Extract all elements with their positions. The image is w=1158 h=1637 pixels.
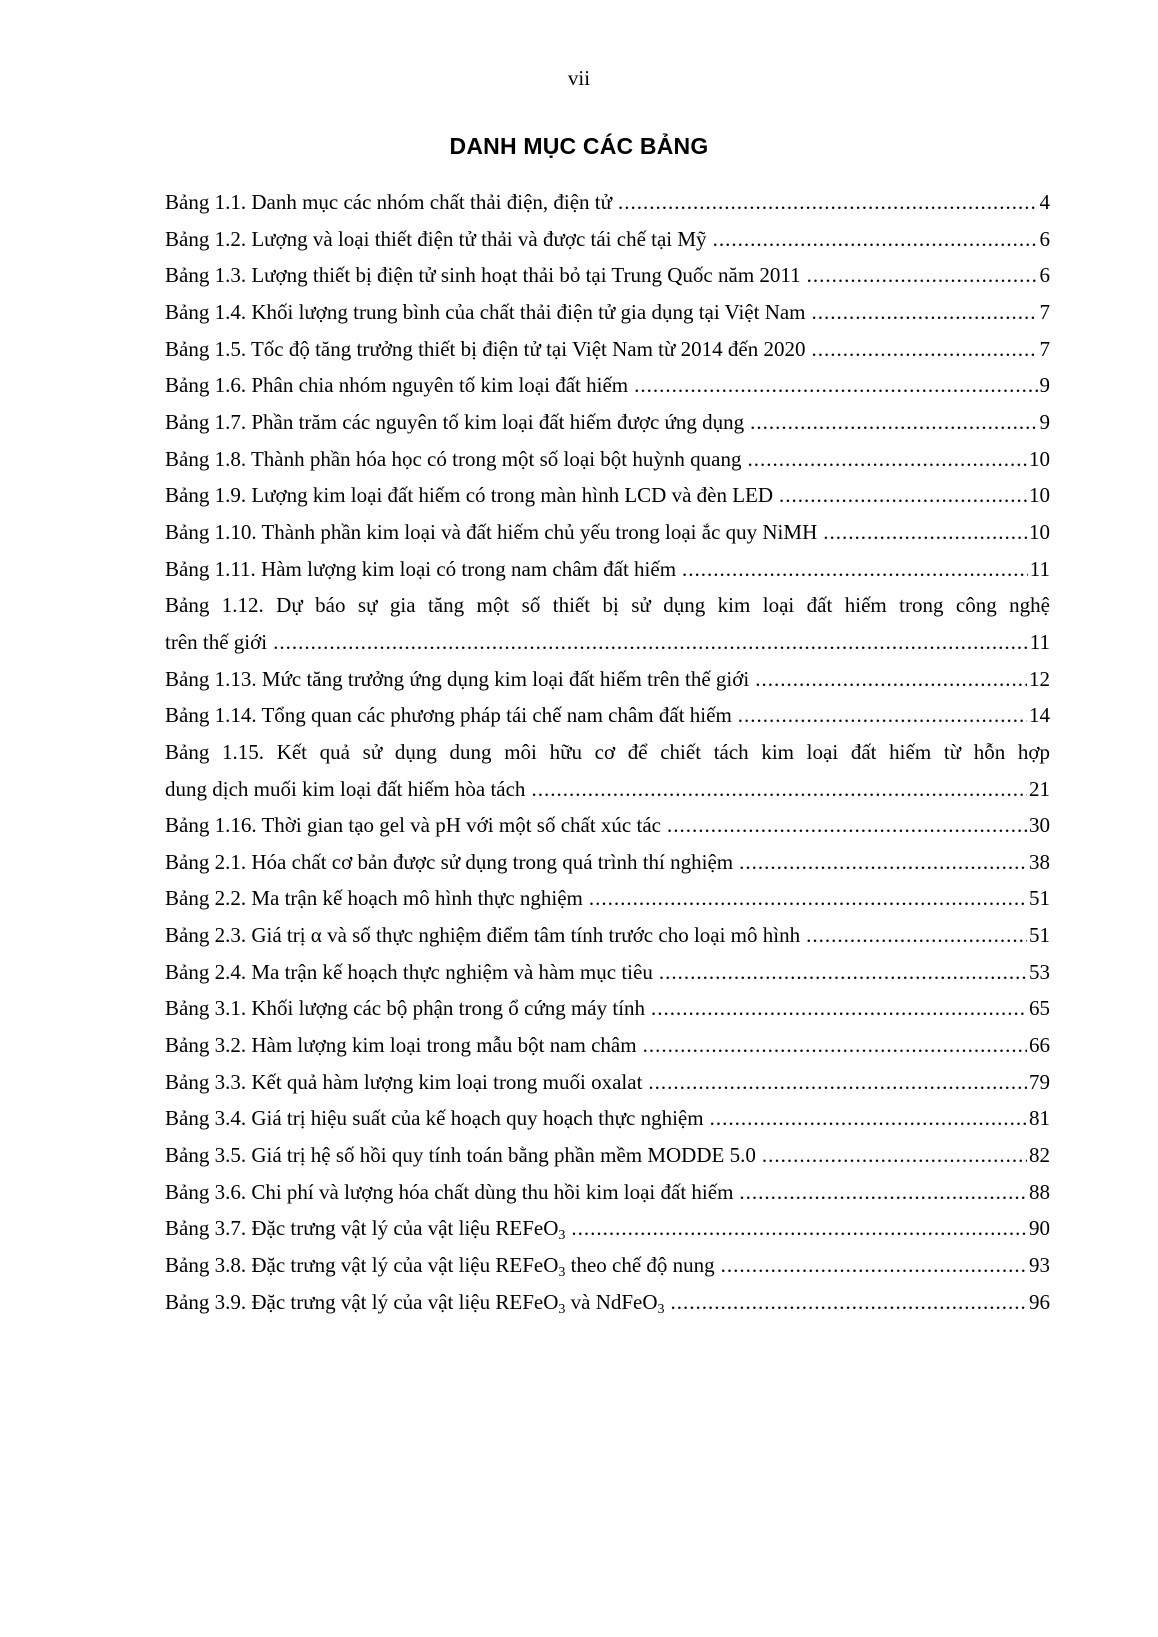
toc-entry-page: 65 bbox=[1029, 996, 1050, 1021]
toc-entry-page: 96 bbox=[1029, 1289, 1050, 1314]
dot-leader bbox=[682, 551, 1028, 588]
toc-entry-title: Bảng 2.1. Hóa chất cơ bản được sử dụng trong quá trình thí nghiệm bbox=[165, 849, 734, 874]
toc-entry-title: Bảng 1.1. Danh mục các nhóm chất thải điện, điện tử bbox=[165, 190, 613, 214]
toc-entry-title: Bảng 1.11. Hàm lượng kim loại có trong nam châm đất hiếm bbox=[165, 556, 677, 581]
toc-entry[interactable] bbox=[165, 477, 1050, 514]
toc-entry-title: Bảng 3.5. Giá trị hệ số hồi quy tính toán bằng phần mềm MODDE 5.0 bbox=[165, 1143, 756, 1168]
toc-entry[interactable] bbox=[165, 367, 1050, 404]
toc-entry[interactable] bbox=[165, 294, 1050, 331]
dot-leader bbox=[571, 1210, 1027, 1247]
dot-leader bbox=[750, 404, 1037, 441]
toc-entry[interactable] bbox=[165, 661, 1050, 698]
dot-leader bbox=[811, 331, 1037, 368]
toc-entry-page: 81 bbox=[1029, 1106, 1050, 1131]
toc-entry[interactable] bbox=[165, 221, 1050, 258]
dot-leader bbox=[643, 1027, 1027, 1064]
toc-entry[interactable] bbox=[165, 697, 1050, 734]
dot-leader bbox=[659, 954, 1027, 991]
dot-leader bbox=[747, 441, 1027, 478]
toc-entry-title: Bảng 1.10. Thành phần kim loại và đất hiếm chủ yếu trong loại ắc quy NiMH bbox=[165, 519, 818, 544]
page-title: DANH MỤC CÁC BẢNG bbox=[449, 133, 709, 159]
toc-entry-title-continued: trên thế giới bbox=[165, 629, 268, 654]
toc-entry-title: Bảng 1.9. Lượng kim loại đất hiếm có trong màn hình LCD và đèn LED bbox=[165, 483, 774, 508]
toc-entry-page: 7 bbox=[1039, 299, 1050, 324]
dot-leader bbox=[713, 221, 1038, 258]
toc-entry[interactable] bbox=[165, 954, 1050, 991]
toc-entry[interactable] bbox=[165, 844, 1050, 881]
toc-entry[interactable] bbox=[165, 1027, 1050, 1064]
toc-entry-title: Bảng 1.15. Kết quả sử dụng dung môi hữu cơ để chiết tách kim loại đất hiếm từ hỗn hợp bbox=[165, 739, 1050, 764]
dot-leader bbox=[721, 1247, 1027, 1284]
toc-entry-page: 53 bbox=[1029, 959, 1050, 984]
toc-entry[interactable] bbox=[165, 551, 1050, 588]
toc-entry[interactable] bbox=[165, 917, 1050, 954]
toc-entry[interactable] bbox=[165, 807, 1050, 844]
toc-entry-title: Bảng 1.13. Mức tăng trưởng ứng dụng kim loại đất hiếm trên thế giới bbox=[165, 666, 750, 691]
toc-entry-page: 14 bbox=[1029, 703, 1050, 728]
dot-leader bbox=[823, 514, 1027, 551]
toc-entry-page: 9 bbox=[1039, 409, 1050, 434]
toc-entry[interactable] bbox=[165, 990, 1050, 1027]
toc-entry-page: 79 bbox=[1029, 1069, 1050, 1094]
toc-entry-title: Bảng 3.7. Đặc trưng vật lý của vật liệu REFeO$_3$ bbox=[165, 1216, 566, 1244]
dot-leader bbox=[710, 1100, 1027, 1137]
toc-entry-title: Bảng 1.14. Tổng quan các phương pháp tái chế nam châm đất hiếm bbox=[165, 703, 732, 728]
toc-entry[interactable] bbox=[165, 587, 1050, 660]
toc-entry[interactable] bbox=[165, 1064, 1050, 1101]
toc-entry[interactable] bbox=[165, 1137, 1050, 1174]
dot-leader bbox=[589, 880, 1027, 917]
toc-entry-title-continued: dung dịch muối kim loại đất hiếm hòa tách bbox=[165, 776, 526, 801]
toc-entry[interactable] bbox=[165, 734, 1050, 807]
toc-entry[interactable] bbox=[165, 1210, 1050, 1247]
dot-leader bbox=[667, 807, 1027, 844]
toc-entry-title: Bảng 1.4. Khối lượng trung bình của chất thải điện tử gia dụng tại Việt Nam bbox=[165, 299, 806, 324]
toc-entry[interactable] bbox=[165, 880, 1050, 917]
toc-entry-title: Bảng 2.3. Giá trị α và số thực nghiệm điểm tâm tính trước cho loại mô hình bbox=[165, 923, 801, 948]
toc-entry[interactable] bbox=[165, 331, 1050, 368]
toc-entry[interactable] bbox=[165, 514, 1050, 551]
toc-entry-page: 51 bbox=[1029, 923, 1050, 948]
toc-entry-title: Bảng 1.3. Lượng thiết bị điện tử sinh hoạt thải bỏ tại Trung Quốc năm 2011 bbox=[165, 263, 801, 288]
toc-entry-title: Bảng 1.8. Thành phần hóa học có trong một số loại bột huỳnh quang bbox=[165, 446, 742, 471]
toc-entry[interactable] bbox=[165, 257, 1050, 294]
dot-leader bbox=[739, 844, 1027, 881]
toc-entry-title: Bảng 1.2. Lượng và loại thiết điện tử thải và được tái chế tại Mỹ bbox=[165, 226, 707, 251]
toc-entry-page: 10 bbox=[1029, 446, 1050, 471]
toc-entry-page: 82 bbox=[1029, 1143, 1050, 1168]
toc-entry-title: Bảng 1.12. Dự báo sự gia tăng một số thiết bị sử dụng kim loại đất hiếm trong công nghệ bbox=[165, 593, 1050, 618]
toc-entry-title: Bảng 3.9. Đặc trưng vật lý của vật liệu REFeO$_3$ và NdFeO$_3$ bbox=[165, 1289, 665, 1317]
toc-entry-page: 10 bbox=[1029, 483, 1050, 508]
toc-entry-page: 11 bbox=[1029, 556, 1050, 581]
dot-leader bbox=[634, 367, 1037, 404]
toc-entry-title: Bảng 1.7. Phần trăm các nguyên tố kim loại đất hiếm được ứng dụng bbox=[165, 409, 745, 434]
dot-leader bbox=[755, 661, 1027, 698]
toc-entry-title: Bảng 1.6. Phân chia nhóm nguyên tố kim loại đất hiếm bbox=[165, 373, 629, 398]
toc-entry-title: Bảng 2.2. Ma trận kế hoạch mô hình thực nghiệm bbox=[165, 886, 583, 911]
dot-leader bbox=[648, 1064, 1027, 1101]
toc-entry[interactable] bbox=[165, 184, 1050, 221]
table-list bbox=[165, 184, 1050, 1320]
toc-entry-page: 21 bbox=[1029, 776, 1050, 801]
dot-leader bbox=[739, 1174, 1027, 1211]
toc-entry-title: Bảng 3.2. Hàm lượng kim loại trong mẫu bột nam châm bbox=[165, 1033, 637, 1058]
toc-entry-title: Bảng 3.6. Chi phí và lượng hóa chất dùng thu hồi kim loại đất hiếm bbox=[165, 1179, 734, 1204]
toc-entry-title: Bảng 2.4. Ma trận kế hoạch thực nghiệm và hàm mục tiêu bbox=[165, 959, 653, 984]
dot-leader bbox=[762, 1137, 1027, 1174]
toc-entry[interactable] bbox=[165, 1100, 1050, 1137]
toc-entry[interactable] bbox=[165, 1247, 1050, 1284]
toc-entry-page: 9 bbox=[1039, 373, 1050, 398]
toc-entry[interactable] bbox=[165, 404, 1050, 441]
dot-leader bbox=[812, 294, 1038, 331]
dot-leader bbox=[618, 184, 1037, 221]
toc-entry-title: Bảng 3.4. Giá trị hiệu suất của kế hoạch quy hoạch thực nghiệm bbox=[165, 1106, 704, 1131]
toc-entry[interactable] bbox=[165, 1284, 1050, 1321]
dot-leader bbox=[806, 917, 1027, 954]
toc-entry-page: 7 bbox=[1039, 336, 1050, 361]
toc-entry-title: Bảng 3.3. Kết quả hàm lượng kim loại trong muối oxalat bbox=[165, 1069, 643, 1094]
dot-leader bbox=[651, 990, 1027, 1027]
toc-entry-title: Bảng 1.5. Tốc độ tăng trưởng thiết bị điện tử tại Việt Nam từ 2014 đến 2020 bbox=[165, 336, 806, 361]
toc-entry-page: 38 bbox=[1029, 849, 1050, 874]
toc-entry-page: 90 bbox=[1029, 1216, 1050, 1241]
dot-leader bbox=[273, 624, 1028, 661]
toc-entry-page: 6 bbox=[1039, 263, 1050, 288]
dot-leader bbox=[807, 257, 1038, 294]
toc-entry-page: 88 bbox=[1029, 1179, 1050, 1204]
toc-entry-title: Bảng 3.1. Khối lượng các bộ phận trong ổ cứng máy tính bbox=[165, 996, 646, 1021]
dot-leader bbox=[531, 771, 1027, 808]
page-number: vii bbox=[567, 66, 591, 90]
toc-entry-page: 51 bbox=[1029, 886, 1050, 911]
toc-entry-page: 12 bbox=[1029, 666, 1050, 691]
toc-entry[interactable] bbox=[165, 441, 1050, 478]
toc-entry-page: 4 bbox=[1039, 190, 1050, 214]
toc-entry-page: 93 bbox=[1029, 1253, 1050, 1278]
toc-entry[interactable] bbox=[165, 1174, 1050, 1211]
dot-leader bbox=[738, 697, 1027, 734]
toc-entry-page: 6 bbox=[1039, 226, 1050, 251]
dot-leader bbox=[671, 1284, 1027, 1321]
toc-entry-page: 10 bbox=[1029, 519, 1050, 544]
toc-entry-title: Bảng 1.16. Thời gian tạo gel và pH với một số chất xúc tác bbox=[165, 813, 661, 838]
toc-entry-page: 66 bbox=[1029, 1033, 1050, 1058]
toc-entry-title: Bảng 3.8. Đặc trưng vật lý của vật liệu REFeO$_3$ theo chế độ nung bbox=[165, 1253, 715, 1281]
toc-entry-page: 11 bbox=[1029, 629, 1050, 654]
toc-entry-page: 30 bbox=[1029, 813, 1050, 838]
dot-leader bbox=[779, 477, 1027, 514]
